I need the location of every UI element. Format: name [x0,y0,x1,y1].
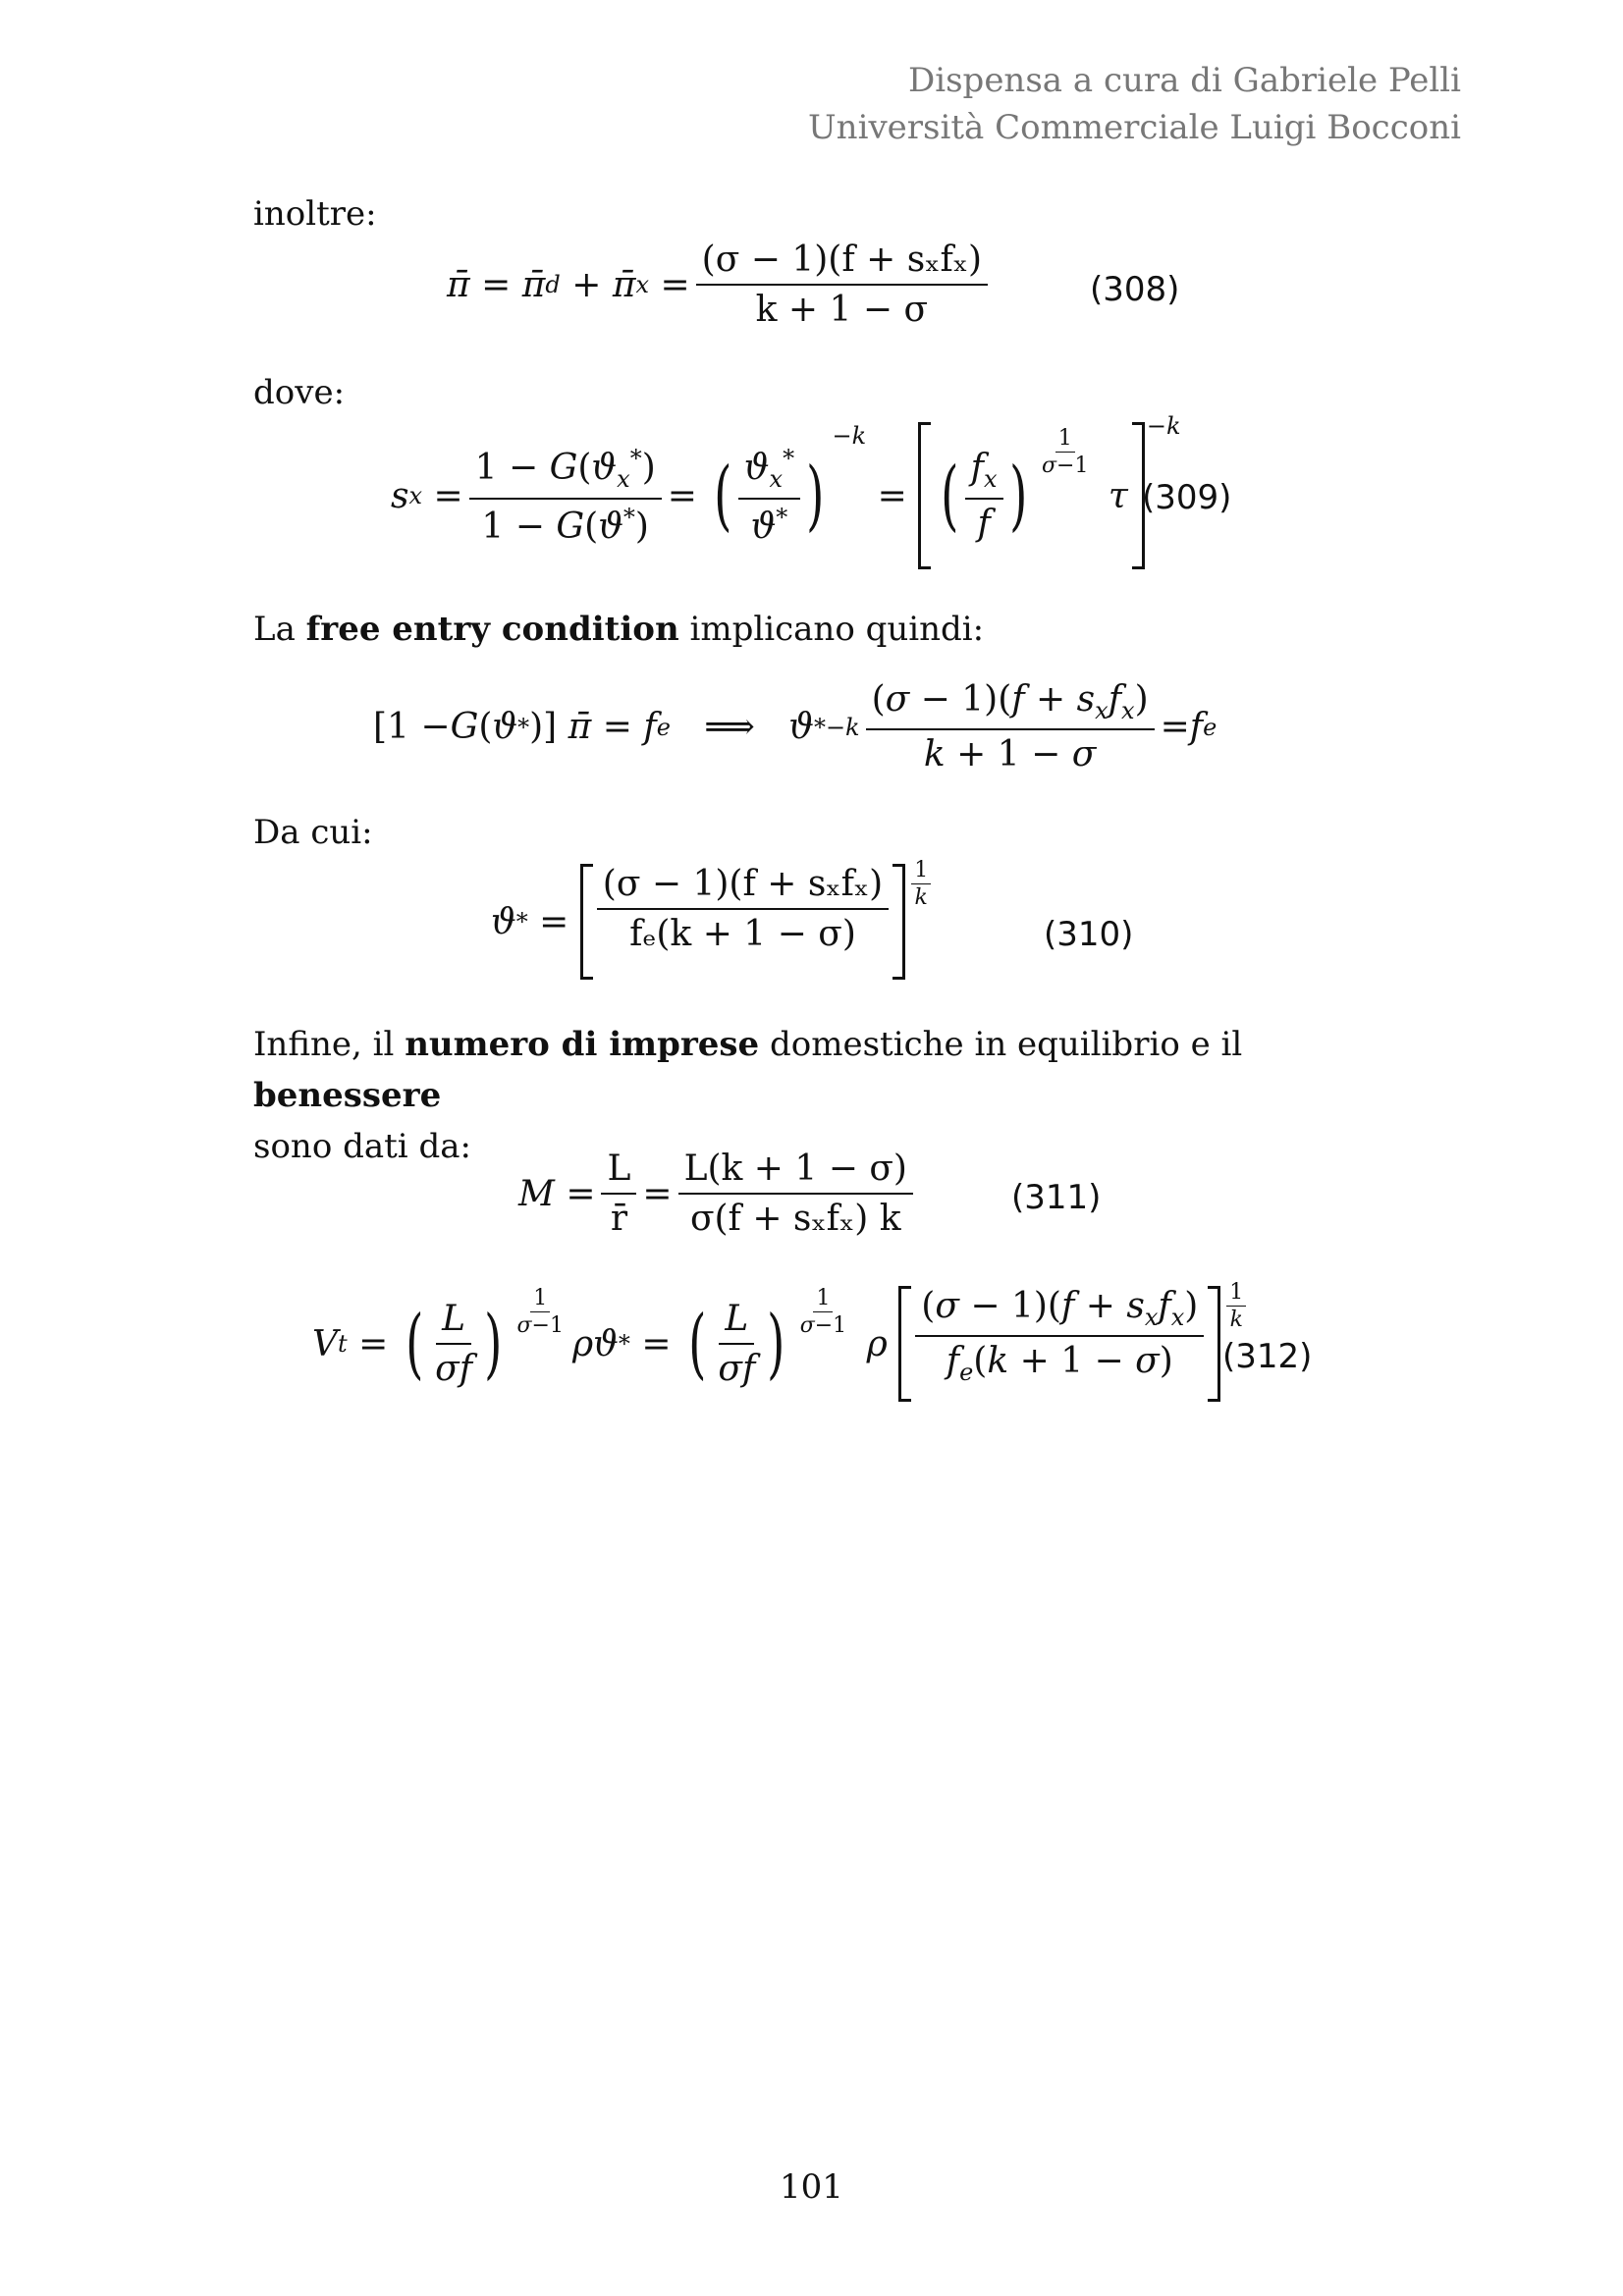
page-header [808,57,1461,151]
header-line-2: Università Commerciale Luigi Bocconi [808,108,1461,147]
equation-number-312: (312) [1222,1337,1313,1376]
paragraph-dove: dove: [253,373,346,412]
page-number: 101 [780,2167,843,2207]
eq310-numerator: (σ − 1)(f + sₓfₓ) [597,864,889,910]
paragraph-inoltre: inoltre: [253,194,377,234]
paragraph-infine: Infine, il numero di imprese domestiche in equilibrio e il benessere sono dati da: [253,1025,1243,1166]
equation-number-310: (310) [1044,915,1134,954]
eq311-denominator: σ(f + sₓfₓ) k [689,1199,901,1239]
equation-309: s x = $\frac{1 - G(ϑ_x^*)}{1 - G(ϑ^*)}$ = ( $\frac{ϑ_x^*}{ϑ^*}$ ) −k = ( $\frac{f_x}{f}$ ) $\frac{1}{\sigma-1}$ τ −k [391,422,1180,569]
eq310-denominator: fₑ(k + 1 − σ) [629,914,856,954]
eq308-denominator: k + 1 − σ [755,290,929,330]
eq311-numerator: L(k + 1 − σ) [678,1148,913,1195]
equation-311: M = $\frac{L}{r̄}$ = $\frac{L(k + 1 - \sigma)}{\text{σ(f + sₓfₓ) k}}$ [518,1148,919,1239]
equation-number-309: (309) [1142,478,1232,517]
eq308-numerator: (σ − 1)(f + sₓfₓ) [696,240,988,286]
term-free-entry-condition: free entry condition [305,610,679,649]
equation-308: π̄ = π̄ d + π̄ x = $\frac{\text{(σ − 1)(f + sₓfₓ)}}{k + 1 - \sigma}$ [447,240,994,330]
equation-number-308: (308) [1090,270,1180,309]
equation-312: V t = ( $\frac{L}{\sigma f}$ ) $\frac{1}{\sigma-1}$ ρϑ * = ( $\frac{L}{\sigma f}$ ) $\frac{1}{\sigma-1}$ ρ $\frac{(\sigma - 1)(f + s_xf_x)}{f_e(k + 1 - \sigma)}$ $\frac{1}{k}$ [312,1286,1252,1402]
equation-310: ϑ * = $\frac{\text{(σ − 1)(f + sₓfₓ)}}{\text{fₑ(k + 1 − σ)}}$ $\frac{1}{k}$ [491,864,937,980]
term-benessere: benessere [253,1076,442,1115]
equation-free-entry: [1 − G ( ϑ * )] π̄ = f e ⟹ ϑ *−k $\frac{(\sigma - 1)(f + s_xf_x)}{k + 1 - \sigma}$ = f e [373,679,1217,775]
paragraph-da-cui: Da cui: [253,813,373,852]
header-line-1: Dispensa a cura di Gabriele Pelli [907,61,1461,100]
equation-number-311: (311) [1011,1178,1102,1217]
paragraph-free-entry: La free entry condition implicano quindi: [253,610,985,649]
term-numero-di-imprese: numero di imprese [405,1025,760,1064]
